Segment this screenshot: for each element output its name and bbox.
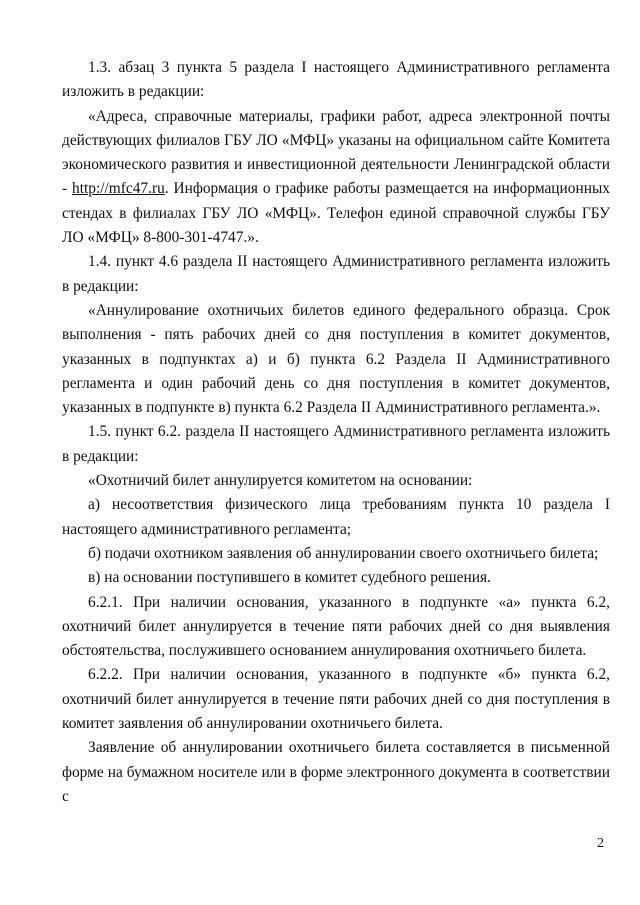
paragraph-mfc-addresses [62, 105, 610, 251]
mfc-website-link[interactable]: http://mfc47.ru [72, 180, 165, 198]
paragraph-ground-a: а) несоответствия физического лица требованиям пункта 10 раздела I настоящего административного регламента; [62, 496, 610, 538]
paragraph-1-4: 1.4. пункт 4.6 раздела II настоящего Административного регламента изложить в редакции: [62, 253, 610, 295]
paragraph-1-5: 1.5. пункт 6.2. раздела II настоящего Административного регламента изложить в редакции: [62, 423, 610, 465]
paragraph-annulment-grounds: «Охотничий билет аннулируется комитетом на основании: [88, 472, 473, 490]
paragraph-application: Заявление об аннулировании охотничьего билета составляется в письменной форме на бумажном носителе или в форме электронного документа в соответствии с [62, 739, 610, 805]
paragraph-mfc-text-start: «Адреса, справочные материалы, графики работ, адреса электронной почты действующих филиалов ГБУ ЛО «МФЦ» указаны на официальном сайте Комитета экономического развития и инвестиционной деятельности Ленинградской области - [62, 107, 610, 198]
paragraph-annulment-terms: «Аннулирование охотничьих билетов единого федерального образца. Срок выполнения - пять рабочих дней со дня поступления в комитет документов, указанных в подпунктах а) и б) пункта 6.2 Раздела II Административного регламента и один рабочий день со дня поступления в комитет документов, указанных в подпункте в) пункта 6.2 Раздела II Административного регламента.». [62, 301, 610, 417]
paragraph-6-2-1: 6.2.1. При наличии основания, указанного в подпункте «а» пункта 6.2, охотничий билет аннулируется в течение пяти рабочих дней со дня выявления обстоятельства, послужившего основанием аннулирования охотничьего билета. [62, 593, 610, 660]
paragraph-mfc-text-end: . Информация о графике работы размещается на информационных стендах в филиалах ГБУ ЛО «МФЦ». Телефон единой справочной службы ГБУ ЛО «МФЦ» 8-800-301-4747.». [62, 180, 610, 247]
paragraph-6-2-2: 6.2.2. При наличии основания, указанного в подпункте «б» пункта 6.2, охотничий билет аннулируется в течение пяти рабочих дней со дня поступления в комитет заявления об аннулировании охотничьего билета. [62, 666, 610, 733]
paragraph-ground-b: б) подачи охотником заявления об аннулировании своего охотничьего билета; [88, 544, 599, 562]
paragraph-1-3: 1.3. абзац 3 пункта 5 раздела I настоящего Административного регламента изложить в редакции: [62, 59, 610, 101]
document-body [62, 56, 610, 809]
page-number: 2 [597, 836, 604, 851]
paragraph-ground-c: в) на основании поступившего в комитет судебного решения. [88, 569, 491, 587]
